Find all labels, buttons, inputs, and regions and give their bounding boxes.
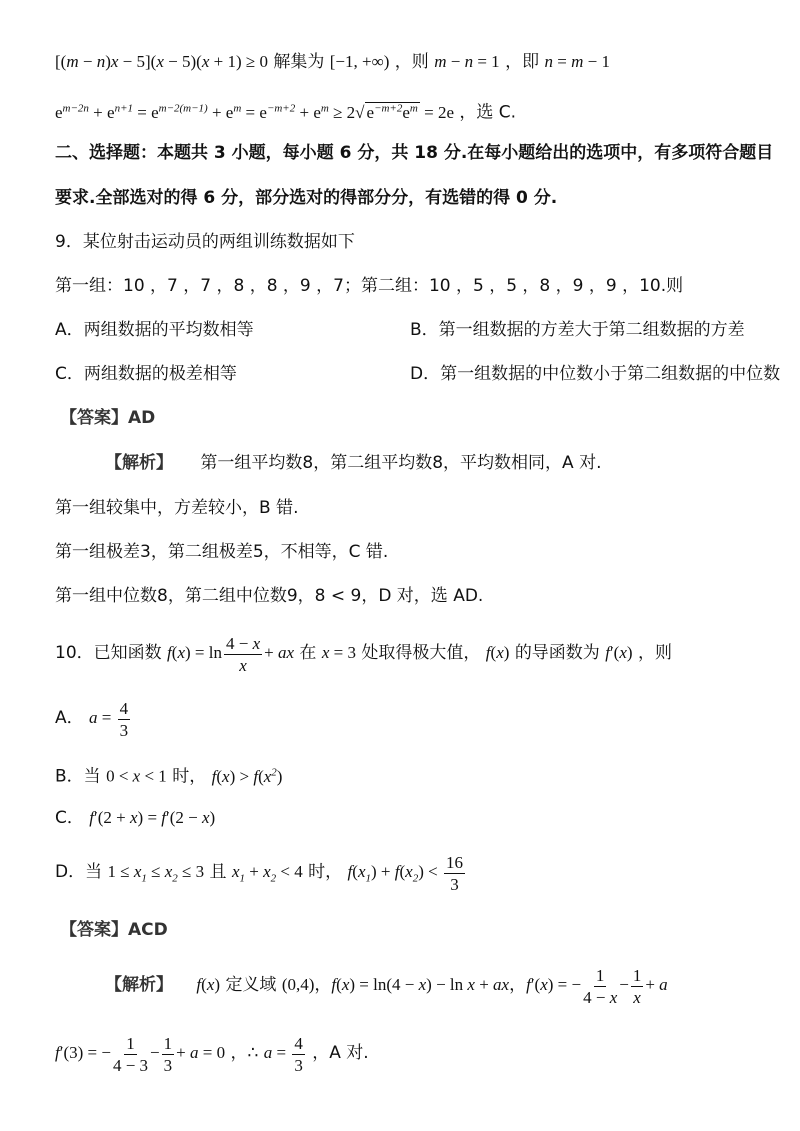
q10-a-correct: ，A 对. xyxy=(312,1043,369,1063)
q10-option-d-range: $1 \le x_1 \le x_2 \le 3$ xyxy=(107,862,205,885)
q10-x-equals-3: x = 3 xyxy=(321,643,356,662)
q10-stem-prefix: 10．已知函数 xyxy=(55,643,162,663)
q10-option-b-expr: $f(x) > f(x^2)$ xyxy=(211,766,283,786)
q10-option-b-label: B．当 xyxy=(55,766,101,787)
q9-options-row-2 xyxy=(55,362,781,386)
m-minus-n: m − n = 1 xyxy=(434,52,500,71)
q10-option-d-sum: $x_1 + x_2 < 4$ xyxy=(231,862,303,885)
q10-stem-derivative: 的导函数为 xyxy=(514,643,600,663)
q10-analysis-tag: 【解析】 xyxy=(105,975,173,995)
q9-option-c: C．两组数据的极差相等 xyxy=(55,364,237,384)
q10-function-def: f(x) = ln $\frac{4 - x}{x}$ + ax xyxy=(167,633,295,675)
continuation-line-2 xyxy=(55,96,760,125)
q9-option-b: B．第一组数据的方差大于第二组数据的方差 xyxy=(410,320,745,340)
q10-option-d-and: 且 xyxy=(209,862,227,882)
q10-domain-text: 定义域 xyxy=(225,975,277,995)
section-heading-line-1: 二、选择题：本题共 3 小题，每小题 6 分，共 18 分.在每小题给出的选项中，有多项符合题目 xyxy=(55,143,774,163)
q10-option-d xyxy=(55,848,760,896)
q10-fx: f(x) xyxy=(485,643,510,662)
choose-c-text: ，选 C. xyxy=(459,102,517,123)
q10-option-b-range: 0 < x < 1 xyxy=(106,766,167,786)
q10-analysis-expr: (0,4)，f(x) = ln(4 − x) − ln x + ax，f′(x) = − $\frac{1}{4 - x}$ − $\frac{1}{x}$ + a xyxy=(281,965,668,1007)
q9-option-d: D．第一组数据的中位数小于第二组数据的中位数 xyxy=(410,364,781,384)
q10-stem-at: 在 xyxy=(299,643,317,663)
q9-analysis-line-1 xyxy=(105,451,760,475)
q10-option-d-when: 时， xyxy=(308,862,343,882)
q10-so-text: ，∴ xyxy=(230,1043,259,1063)
q10-stem-max: 处取得极大值， xyxy=(361,643,481,663)
q10-option-c xyxy=(55,806,760,830)
q10-analysis-fx: f(x) xyxy=(196,975,221,994)
inequality-expr: [(m − n)x − 5](x − 5)(x + 1) ≥ 0 xyxy=(55,52,268,71)
q10-analysis-line-1 xyxy=(105,960,760,1010)
then-text: ，则 xyxy=(394,52,429,72)
q10-analysis-line-2 xyxy=(55,1028,760,1078)
q9-data: 第一组：10 ，7 ，7 ，8 ，8 ，9 ，7；第二组：10 ，5 ，5 ，8 ，9 ，9 ，10.则 xyxy=(55,276,684,296)
continuation-line-1 xyxy=(55,50,760,74)
namely-text: ，即 xyxy=(505,52,540,72)
q10-option-a-label: A． xyxy=(55,708,84,728)
q9-analysis-line-2: 第一组较集中，方差较小，B 错. xyxy=(55,498,299,518)
q10-option-a-expr: a = $\frac{4}{3}$ xyxy=(89,698,129,740)
q9-answer: 【答案】AD xyxy=(60,408,156,428)
solution-set-label: 解集为 xyxy=(273,52,325,72)
q10-fprime: f′(x) xyxy=(605,643,633,662)
section-heading-line-2: 要求.全部选对的得 6 分，部分选对的得部分分，有选错的得 0 分. xyxy=(55,188,558,208)
q10-stem xyxy=(55,628,760,678)
q10-option-d-label: D．当 xyxy=(55,862,103,882)
solution-interval: [−1, +∞) xyxy=(329,52,390,71)
q9-analysis-line-4: 第一组中位数8，第二组中位数9，8 < 9，D 对，选 AD. xyxy=(55,586,484,606)
q9-analysis-text-1: 第一组平均数8，第二组平均数8，平均数相同，A 对. xyxy=(200,453,602,473)
q10-analysis-fprime3: f′(3) = − $\frac{1}{4 - 3}$ − $\frac{1}{3}$ + a = 0 xyxy=(55,1033,226,1075)
q10-option-c-label: C． xyxy=(55,808,84,828)
q10-option-d-expr: $f(x_1) + f(x_2)$ < $\frac{16}{3}$ xyxy=(347,852,463,894)
q9-stem: 9．某位射击运动员的两组训练数据如下 xyxy=(55,232,355,252)
q10-option-b xyxy=(55,760,760,789)
n-equals: n = m − 1 xyxy=(544,52,610,71)
q10-analysis-a-value: a = $\frac{4}{3}$ xyxy=(263,1033,303,1075)
q10-option-b-when: 时， xyxy=(172,766,207,787)
q10-answer: 【答案】ACD xyxy=(60,920,168,940)
q9-analysis-tag: 【解析】 xyxy=(105,453,173,473)
q10-option-c-expr: f′(2 + x) = f′(2 − x) xyxy=(89,808,216,827)
q9-analysis-line-3: 第一组极差3，第二组极差5，不相等，C 错. xyxy=(55,542,389,562)
exponential-expr: $e^{m-2n} + e^{n+1} = e^{m-2(m-1)} + e^m = e^{-m+2} + e^m \ge 2√$ $e^{-m+2}e^m = 2e$ xyxy=(55,102,454,122)
q9-options-row-1 xyxy=(55,318,760,342)
q10-stem-end: ，则 xyxy=(637,643,672,663)
q10-option-a xyxy=(55,694,760,742)
q9-option-a: A．两组数据的平均数相等 xyxy=(55,320,254,340)
